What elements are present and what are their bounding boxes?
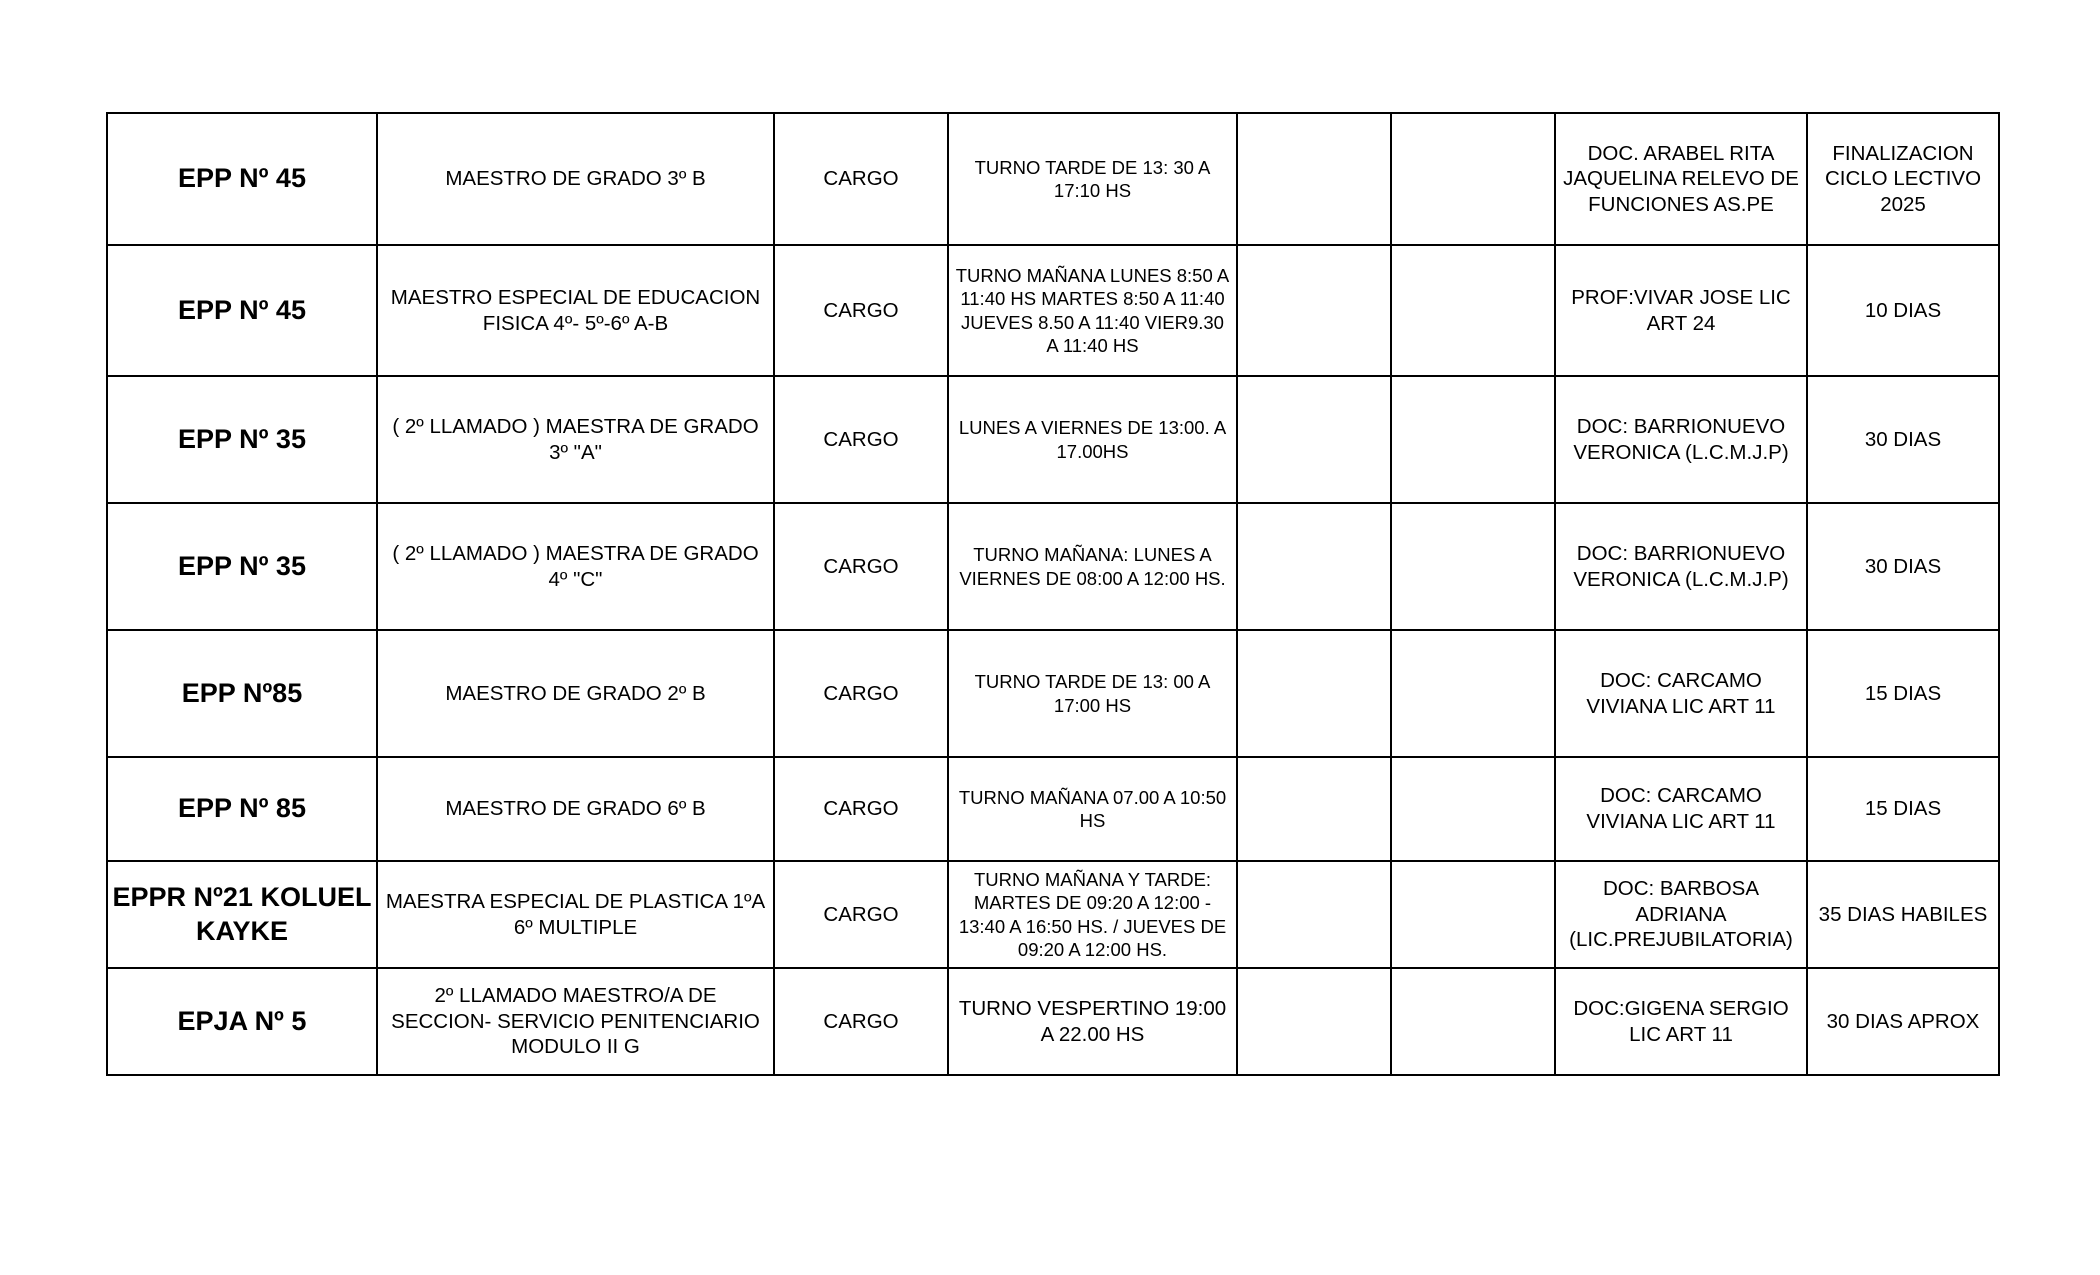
empty-cell <box>1391 245 1555 376</box>
table-row <box>107 245 1999 376</box>
school-cell: EPP Nº85 <box>107 630 377 757</box>
vacancy-sheet <box>106 112 1998 1076</box>
type-cell: CARGO <box>774 113 948 245</box>
teacher-cell: DOC:GIGENA SERGIO LIC ART 11 <box>1555 968 1807 1075</box>
duration-cell: FINALIZACION CICLO LECTIVO 2025 <box>1807 113 1999 245</box>
empty-cell <box>1391 757 1555 861</box>
type-cell: CARGO <box>774 861 948 968</box>
teacher-cell: DOC: BARRIONUEVO VERONICA (L.C.M.J.P) <box>1555 376 1807 503</box>
teacher-cell: DOC: BARBOSA ADRIANA (LIC.PREJUBILATORIA) <box>1555 861 1807 968</box>
school-cell: EPJA Nº 5 <box>107 968 377 1075</box>
teacher-cell: DOC: BARRIONUEVO VERONICA (L.C.M.J.P) <box>1555 503 1807 630</box>
table-row <box>107 861 1999 968</box>
empty-cell <box>1391 503 1555 630</box>
empty-cell <box>1237 113 1391 245</box>
table-row <box>107 113 1999 245</box>
duration-cell: 10 DIAS <box>1807 245 1999 376</box>
duration-cell: 30 DIAS <box>1807 376 1999 503</box>
duration-cell: 30 DIAS <box>1807 503 1999 630</box>
position-cell: ( 2º LLAMADO ) MAESTRA DE GRADO 4º "C" <box>377 503 774 630</box>
school-cell: EPP Nº 45 <box>107 113 377 245</box>
duration-cell: 30 DIAS APROX <box>1807 968 1999 1075</box>
type-cell: CARGO <box>774 503 948 630</box>
type-cell: CARGO <box>774 245 948 376</box>
position-cell: MAESTRO ESPECIAL DE EDUCACION FISICA 4º- 5º-6º A-B <box>377 245 774 376</box>
type-cell: CARGO <box>774 630 948 757</box>
schedule-cell: TURNO MAÑANA: LUNES A VIERNES DE 08:00 A 12:00 HS. <box>948 503 1237 630</box>
position-cell: MAESTRA ESPECIAL DE PLASTICA 1ºA 6º MULTIPLE <box>377 861 774 968</box>
empty-cell <box>1237 630 1391 757</box>
duration-cell: 15 DIAS <box>1807 630 1999 757</box>
type-cell: CARGO <box>774 968 948 1075</box>
table-row <box>107 503 1999 630</box>
teacher-cell: DOC: CARCAMO VIVIANA LIC ART 11 <box>1555 757 1807 861</box>
teacher-cell: PROF:VIVAR JOSE LIC ART 24 <box>1555 245 1807 376</box>
teacher-cell: DOC. ARABEL RITA JAQUELINA RELEVO DE FUNCIONES AS.PE <box>1555 113 1807 245</box>
empty-cell <box>1237 376 1391 503</box>
table-row <box>107 376 1999 503</box>
empty-cell <box>1237 861 1391 968</box>
table-row <box>107 968 1999 1075</box>
schedule-cell: TURNO TARDE DE 13: 30 A 17:10 HS <box>948 113 1237 245</box>
empty-cell <box>1391 113 1555 245</box>
vacancy-table <box>106 112 2000 1076</box>
empty-cell <box>1391 968 1555 1075</box>
schedule-cell: TURNO MAÑANA LUNES 8:50 A 11:40 HS MARTES 8:50 A 11:40 JUEVES 8.50 A 11:40 VIER9.30 A 11:40 HS <box>948 245 1237 376</box>
position-cell: MAESTRO DE GRADO 3º B <box>377 113 774 245</box>
schedule-cell: TURNO TARDE DE 13: 00 A 17:00 HS <box>948 630 1237 757</box>
schedule-cell: TURNO MAÑANA 07.00 A 10:50 HS <box>948 757 1237 861</box>
empty-cell <box>1237 968 1391 1075</box>
school-cell: EPP Nº 45 <box>107 245 377 376</box>
position-cell: 2º LLAMADO MAESTRO/A DE SECCION- SERVICIO PENITENCIARIO MODULO II G <box>377 968 774 1075</box>
school-cell: EPPR Nº21 KOLUEL KAYKE <box>107 861 377 968</box>
empty-cell <box>1237 245 1391 376</box>
table-row <box>107 630 1999 757</box>
schedule-cell: TURNO VESPERTINO 19:00 A 22.00 HS <box>948 968 1237 1075</box>
teacher-cell: DOC: CARCAMO VIVIANA LIC ART 11 <box>1555 630 1807 757</box>
school-cell: EPP Nº 35 <box>107 376 377 503</box>
type-cell: CARGO <box>774 757 948 861</box>
position-cell: ( 2º LLAMADO ) MAESTRA DE GRADO 3º "A" <box>377 376 774 503</box>
schedule-cell: TURNO MAÑANA Y TARDE: MARTES DE 09:20 A 12:00 - 13:40 A 16:50 HS. / JUEVES DE 09:20 A 12:00 HS. <box>948 861 1237 968</box>
position-cell: MAESTRO DE GRADO 6º B <box>377 757 774 861</box>
school-cell: EPP Nº 35 <box>107 503 377 630</box>
empty-cell <box>1391 630 1555 757</box>
position-cell: MAESTRO DE GRADO 2º B <box>377 630 774 757</box>
type-cell: CARGO <box>774 376 948 503</box>
duration-cell: 15 DIAS <box>1807 757 1999 861</box>
empty-cell <box>1391 861 1555 968</box>
empty-cell <box>1237 757 1391 861</box>
school-cell: EPP Nº 85 <box>107 757 377 861</box>
empty-cell <box>1237 503 1391 630</box>
schedule-cell: LUNES A VIERNES DE 13:00. A 17.00HS <box>948 376 1237 503</box>
table-row <box>107 757 1999 861</box>
duration-cell: 35 DIAS HABILES <box>1807 861 1999 968</box>
empty-cell <box>1391 376 1555 503</box>
